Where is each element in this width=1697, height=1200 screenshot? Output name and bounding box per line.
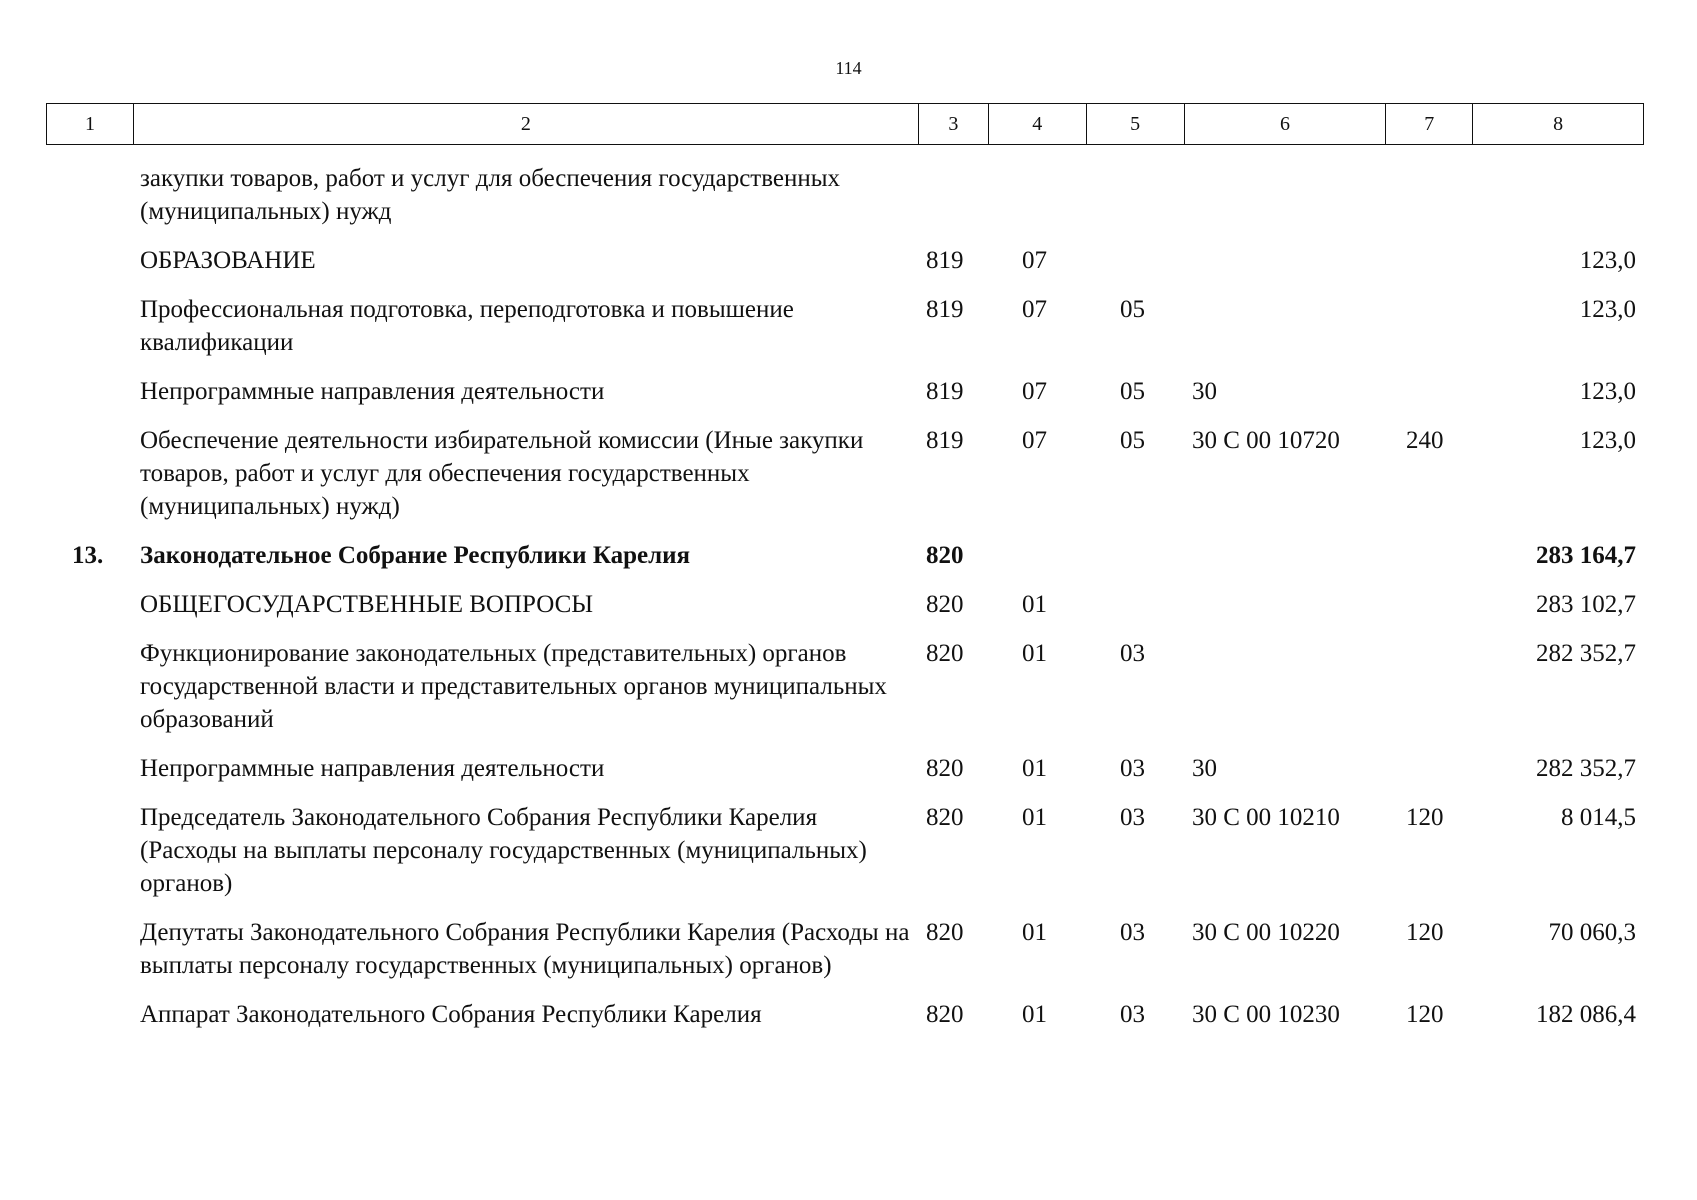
row-col-4: 07 (1022, 296, 1047, 323)
table-row (46, 375, 1644, 408)
row-col-5: 05 (1120, 296, 1145, 323)
row-col-3: 819 (926, 296, 964, 323)
row-name: Обеспечение деятельности избирательной комиссии (Иные закупки товаров, работ и услуг для обеспечения государственных (муниципальных) нужд) (140, 427, 864, 520)
row-name: Функционирование законодательных (представительных) органов государственной власти и представительных органов муниципальных образований (140, 640, 887, 733)
row-name: Законодательное Собрание Республики Карелия (140, 542, 691, 569)
row-col-3: 820 (926, 804, 964, 831)
row-amount: 123,0 (1579, 247, 1636, 274)
row-name: Непрограммные направления деятельности (140, 378, 605, 405)
header-cell-4: 4 (988, 104, 1086, 144)
row-col-3: 820 (926, 591, 964, 618)
row-col-3: 820 (926, 542, 964, 569)
table-body (46, 162, 1644, 1047)
row-col-5: 05 (1120, 378, 1145, 405)
row-col-4: 07 (1022, 427, 1047, 454)
row-col-6: 30 (1192, 755, 1217, 782)
row-col-4: 01 (1022, 919, 1047, 946)
table-row (46, 293, 1644, 359)
row-col-5: 03 (1120, 640, 1145, 667)
header-cell-1: 1 (84, 112, 95, 135)
header-cell-6: 6 (1184, 104, 1386, 144)
row-col-4: 01 (1022, 804, 1047, 831)
row-col-3: 819 (926, 378, 964, 405)
row-col-6: 30 С 00 10220 (1192, 919, 1340, 946)
row-amount: 123,0 (1579, 296, 1636, 323)
row-col-4: 07 (1022, 247, 1047, 274)
row-col-4: 01 (1022, 591, 1047, 618)
row-col-4: 01 (1022, 640, 1047, 667)
page-number: 114 (835, 58, 862, 78)
row-amount: 282 352,7 (1536, 755, 1636, 782)
table-row (46, 244, 1644, 277)
table-row (46, 539, 1644, 572)
row-col-4: 01 (1022, 1001, 1047, 1028)
row-col-3: 820 (926, 640, 964, 667)
table-row (46, 752, 1644, 785)
row-name: ОБЩЕГОСУДАРСТВЕННЫЕ ВОПРОСЫ (140, 591, 594, 618)
row-col-7: 120 (1406, 919, 1444, 946)
row-amount: 123,0 (1579, 378, 1636, 405)
header-cell-5: 5 (1086, 104, 1184, 144)
row-col-5: 03 (1120, 804, 1145, 831)
row-col-3: 820 (926, 1001, 964, 1028)
row-col-6: 30 С 00 10720 (1192, 427, 1340, 454)
row-amount: 283 164,7 (1536, 542, 1636, 569)
row-col-4: 07 (1022, 378, 1047, 405)
row-name: Председатель Законодательного Собрания Республики Карелия (Расходы на выплаты персоналу государственных (муниципальных) органов) (140, 804, 867, 897)
row-name: Депутаты Законодательного Собрания Республики Карелия (Расходы на выплаты персоналу государственных (муниципальных) органов) (140, 919, 910, 979)
row-name: Профессиональная подготовка, переподготовка и повышение квалификации (140, 296, 794, 356)
row-col-3: 820 (926, 755, 964, 782)
row-amount: 8 014,5 (1561, 804, 1636, 831)
table-row (46, 424, 1644, 523)
row-amount: 283 102,7 (1536, 591, 1636, 618)
table-row (46, 801, 1644, 900)
row-col-7: 120 (1406, 1001, 1444, 1028)
row-amount: 70 060,3 (1548, 919, 1636, 946)
row-col-3: 819 (926, 247, 964, 274)
row-name: Непрограммные направления деятельности (140, 755, 605, 782)
row-col-7: 240 (1406, 427, 1444, 454)
row-amount: 182 086,4 (1536, 1001, 1636, 1028)
table-row (46, 998, 1644, 1031)
row-col-5: 03 (1120, 1001, 1145, 1028)
row-name: Аппарат Законодательного Собрания Республики Карелия (140, 1001, 762, 1028)
row-col-5: 03 (1120, 755, 1145, 782)
header-cell-7: 7 (1385, 104, 1472, 144)
row-amount: 123,0 (1579, 427, 1636, 454)
row-col-6: 30 С 00 10230 (1192, 1001, 1340, 1028)
table-row (46, 916, 1644, 982)
row-col-4: 01 (1022, 755, 1047, 782)
table-row (46, 637, 1644, 736)
header-cell-2: 2 (133, 104, 918, 144)
table-row (46, 588, 1644, 621)
row-col-6: 30 С 00 10210 (1192, 804, 1340, 831)
row-col-5: 05 (1120, 427, 1145, 454)
row-number: 13. (72, 542, 104, 569)
row-col-5: 03 (1120, 919, 1145, 946)
row-name: ОБРАЗОВАНИЕ (140, 247, 316, 274)
table-header (46, 103, 1644, 145)
row-name: закупки товаров, работ и услуг для обеспечения государственных (муниципальных) нужд (140, 165, 841, 225)
table-row (46, 162, 1644, 228)
header-cell-3: 3 (918, 104, 988, 144)
header-cell-8: 8 (1472, 104, 1643, 144)
row-col-7: 120 (1406, 804, 1444, 831)
row-amount: 282 352,7 (1536, 640, 1636, 667)
row-col-6: 30 (1192, 378, 1217, 405)
row-col-3: 820 (926, 919, 964, 946)
row-col-3: 819 (926, 427, 964, 454)
